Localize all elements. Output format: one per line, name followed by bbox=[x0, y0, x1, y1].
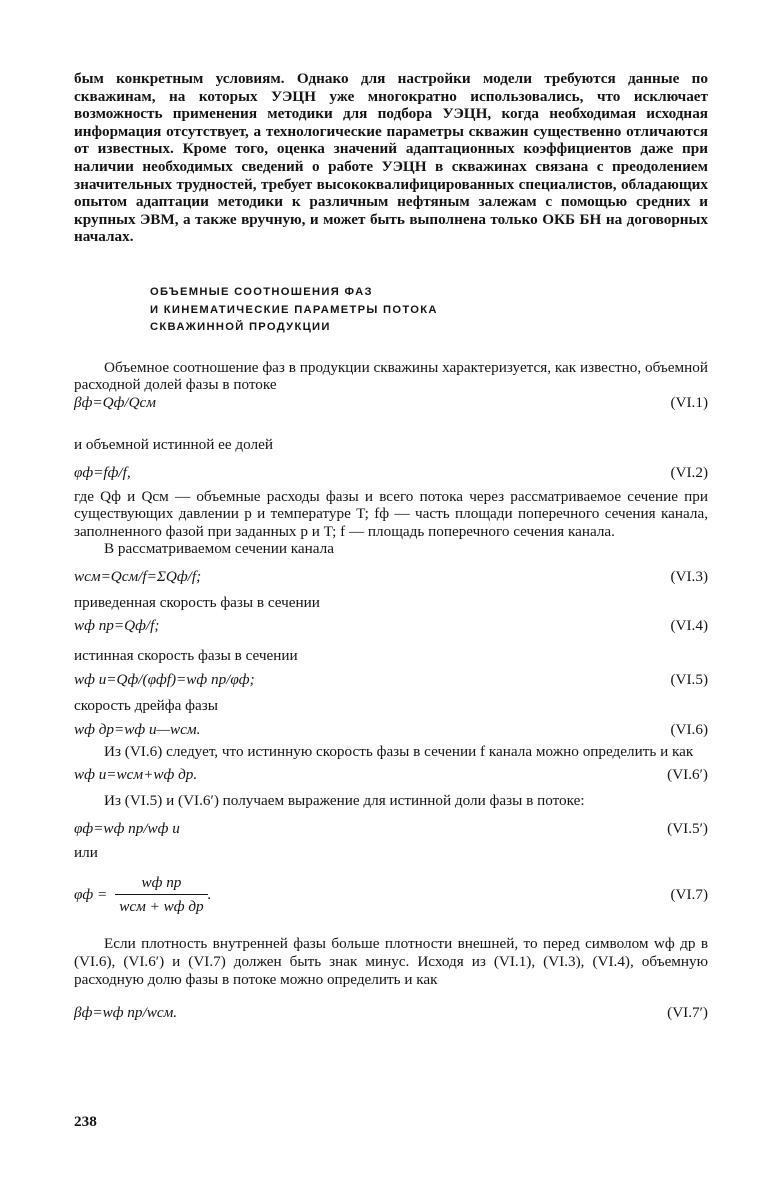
paragraph-11: Если плотность внутренней фазы больше плотности внешней, то перед символом wф др в (VI.6), (VI.6′) и (VI.7) должен быть знак минус. Исходя из (VI.1), (VI.3), (VI.4), объемную расходную долю фазы в потоке можно определить и как bbox=[74, 935, 708, 988]
heading-line-2: И КИНЕМАТИЧЕСКИЕ ПАРАМЕТРЫ ПОТОКА bbox=[150, 303, 438, 316]
equation-expr: wсм=Qсм/f=ΣQф/f; bbox=[74, 567, 202, 585]
page-body bbox=[74, 70, 708, 1022]
paragraph-5: приведенная скорость фазы в сечении bbox=[74, 593, 320, 611]
equation-vi-1 bbox=[74, 394, 708, 412]
equation-vi-3 bbox=[74, 568, 708, 586]
paragraph-7: скорость дрейфа фазы bbox=[74, 697, 218, 715]
heading-line-3: СКВАЖИННОЙ ПРОДУКЦИИ bbox=[150, 321, 331, 334]
equation-number: (VI.1) bbox=[670, 393, 708, 411]
paragraph-4: В рассматриваемом сечении канала bbox=[104, 540, 334, 558]
equation-expr: φф=fф/f, bbox=[74, 463, 131, 481]
equation-number: (VI.2) bbox=[670, 463, 708, 481]
fraction-expression bbox=[74, 874, 211, 916]
paragraph-6: истинная скорость фазы в сечении bbox=[74, 647, 298, 665]
page-number: 238 bbox=[74, 1113, 97, 1130]
equation-vi-6-prime bbox=[74, 766, 708, 784]
equation-expr: wф др=wф и—wсм. bbox=[74, 720, 201, 738]
heading-line-1: ОБЪЕМНЫЕ СООТНОШЕНИЯ ФАЗ bbox=[150, 285, 373, 298]
intro-paragraph: бым конкретным условиям. Однако для настройки модели требуются данные по скважинам, на которых УЭЦН уже многократно использовались, что исключает возможность применения методики для подбора УЭЦН, когда необходимая исходная информация отсутствует, а технологические параметры скважин существенно отличаются от известных. Кроме того, оценка значений адаптационных коэффициентов даже при наличии необходимых сведений о работе УЭЦН в скважинах связана с преодолением значительных трудностей, требует высококвалифицированных специалистов, обладающих опытом адаптации методики к различным нефтяным залежам с помощью средних и крупных ЭВМ, а также вручную, и может быть выполнена только ОКБ БН на договорных началах. bbox=[74, 70, 708, 246]
fraction-tail: . bbox=[207, 886, 212, 904]
paragraph-10: или bbox=[74, 843, 98, 861]
equation-number: (VI.6′) bbox=[667, 766, 708, 784]
equation-vi-5 bbox=[74, 671, 708, 689]
paragraph-3: где Qф и Qсм — объемные расходы фазы и всего потока через рассматриваемое сечение при существующих давлении p и температуре T; fф — часть площади поперечного сечения канала, заполненного фазой при заданных p и T; f — площадь поперечного сечения канала. bbox=[74, 487, 708, 540]
equation-expr: wф и=Qф/(φфf)=wф пр/φф; bbox=[74, 671, 255, 689]
equation-vi-6 bbox=[74, 721, 708, 739]
fraction bbox=[115, 874, 207, 916]
equation-vi-7 bbox=[74, 867, 708, 923]
equation-expr: wф пр=Qф/f; bbox=[74, 617, 160, 635]
equation-vi-4 bbox=[74, 617, 708, 635]
equation-expr: βф=wф пр/wсм. bbox=[74, 1004, 178, 1022]
section-heading bbox=[150, 284, 708, 337]
fraction-denominator: wсм + wф др bbox=[119, 898, 204, 916]
paragraph-2: и объемной истинной ее долей bbox=[74, 435, 273, 453]
equation-number: (VI.6) bbox=[670, 720, 708, 738]
equation-vi-2 bbox=[74, 464, 708, 482]
equation-number: (VI.7′) bbox=[667, 1004, 708, 1022]
equation-expr: wф и=wсм+wф др. bbox=[74, 766, 198, 784]
equation-vi-7-prime bbox=[74, 1004, 708, 1022]
equation-expr: βф=Qф/Qсм bbox=[74, 393, 156, 411]
paragraph-1: Объемное соотношение фаз в продукции скважины характеризуется, как известно, объемной расходной долей фазы в потоке bbox=[74, 358, 708, 394]
equation-number: (VI.7) bbox=[670, 886, 708, 904]
paragraph-9: Из (VI.5) и (VI.6′) получаем выражение для истинной доли фазы в потоке: bbox=[104, 792, 585, 810]
equation-number: (VI.3) bbox=[670, 567, 708, 585]
equation-vi-5-prime bbox=[74, 820, 708, 838]
equation-number: (VI.5) bbox=[670, 671, 708, 689]
fraction-numerator: wф пр bbox=[141, 874, 182, 892]
fraction-lhs: φф = bbox=[74, 886, 108, 904]
equation-expr: φф=wф пр/wф и bbox=[74, 819, 180, 837]
paragraph-8: Из (VI.6) следует, что истинную скорость фазы в сечении f канала можно определить и как bbox=[104, 742, 694, 760]
equation-number: (VI.4) bbox=[670, 617, 708, 635]
equation-number: (VI.5′) bbox=[667, 819, 708, 837]
